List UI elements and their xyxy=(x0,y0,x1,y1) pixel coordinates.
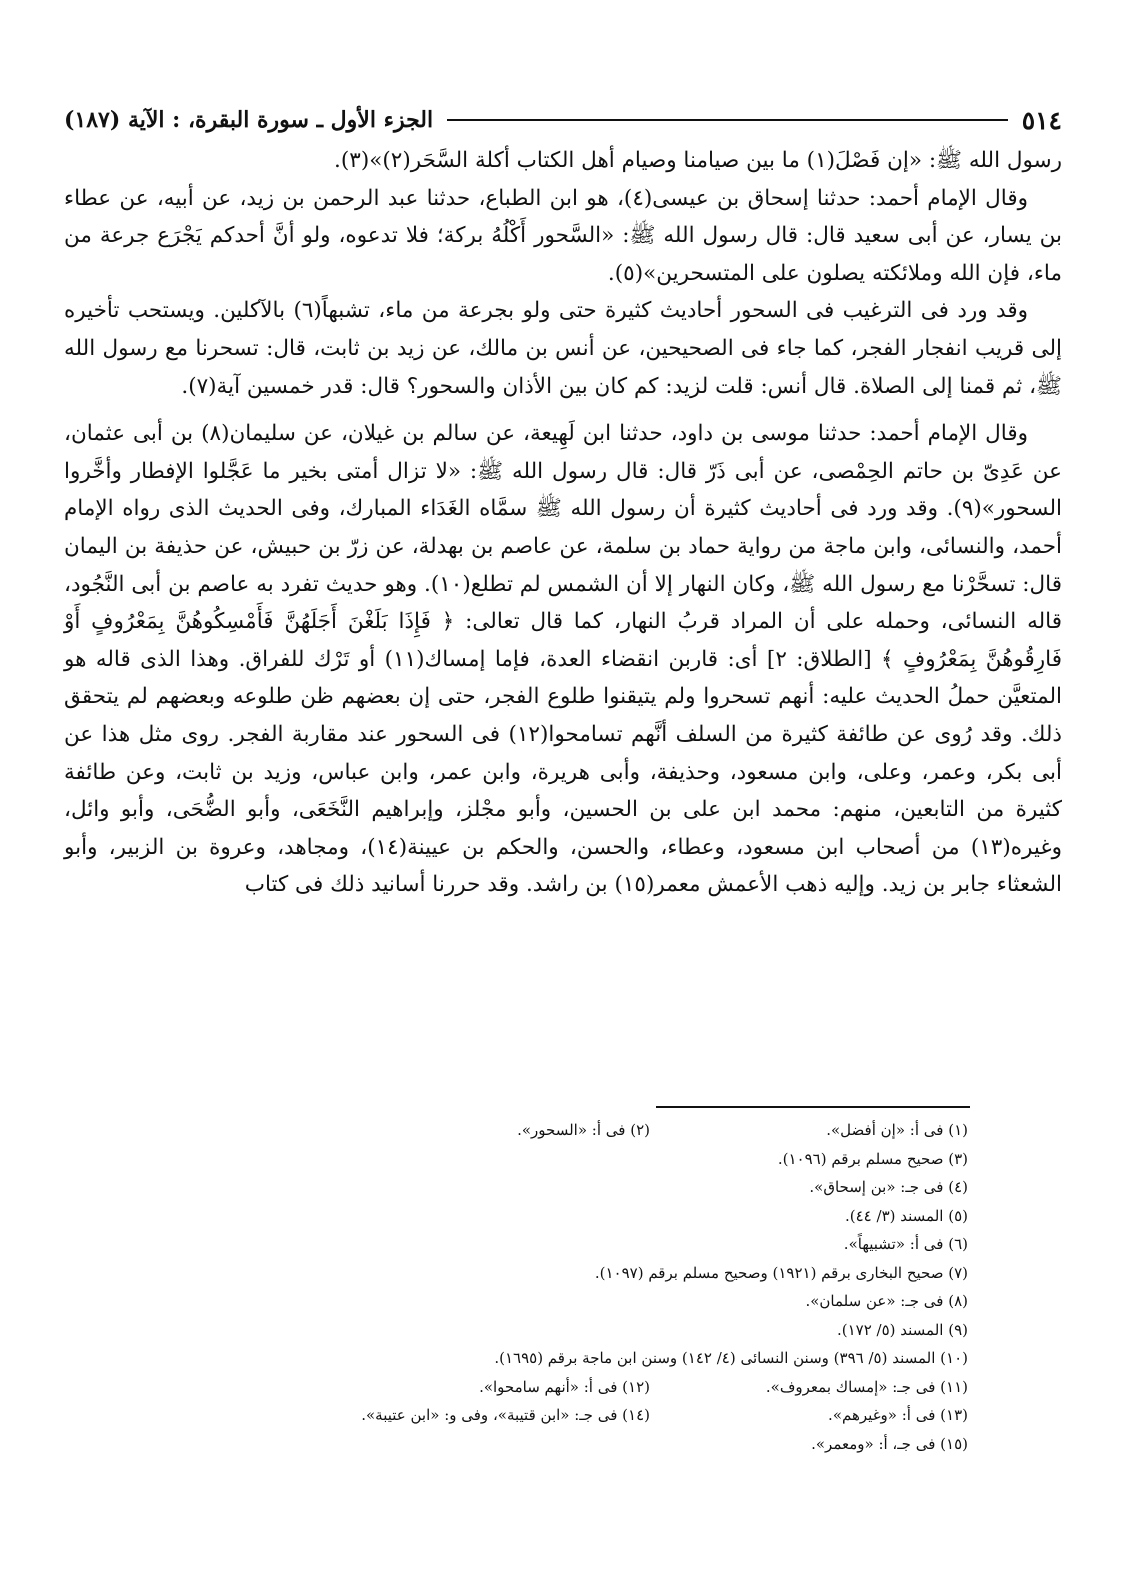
footnote: (٧) صحيح البخارى برقم (١٩٢١) وصحيح مسلم برقم (١٠٩٧). xyxy=(594,1263,968,1282)
footnote: (٦) فى أ: «تشبيهاً». xyxy=(843,1235,968,1253)
footnote-row xyxy=(208,1173,968,1202)
footnote-row xyxy=(208,1145,968,1174)
paragraph: وقد ورد فى الترغيب فى السحور أحاديث كثيرة حتى ولو بجرعة من ماء، تشبهاً(٦) بالآكلين. ويستحب تأخيره إلى قريب انفجار الفجر، كما جاء فى الصحيحين، عن أنس بن مالك، عن زيد بن ثابت، قال: تسحرنا مع رسول الله ﷺ، ثم قمنا إلى الصلاة. قال أنس: قلت لزيد: كم كان بين الأذان والسحور؟ قال: قدر خمسين آية(٧). xyxy=(64,298,1062,399)
footnote-separator xyxy=(656,1106,970,1108)
footnote: (٩) المسند (٥/ ١٧٢). xyxy=(836,1320,968,1339)
footnote: (١٣) فى أ: «وغيرهم». xyxy=(828,1406,968,1424)
footnote-row xyxy=(208,1430,968,1459)
footnote: (٢) فى أ: «السحور». xyxy=(517,1121,650,1139)
footnote: (١٥) فى جـ، أ: «ومعمر». xyxy=(811,1434,968,1453)
footnote: (١٠) المسند (٥/ ٣٩٦) وسنن النسائى (٤/ ١٤٢) وسنن ابن ماجة برقم (١٦٩٥). xyxy=(494,1349,968,1367)
footnote: (٥) المسند (٣/ ٤٤). xyxy=(845,1206,968,1225)
footnote: (١٤) فى جـ: «ابن قتيبة»، وفى و: «ابن عتيبة». xyxy=(361,1406,650,1424)
footnote-row xyxy=(208,1344,968,1373)
footnotes xyxy=(208,1116,968,1458)
footnote-row xyxy=(208,1316,968,1345)
footnote: (١) فى أ: «إن أفضل». xyxy=(826,1121,968,1139)
running-title: الجزء الأول ـ سورة البقرة، : الآية (١٨٧) xyxy=(64,107,434,133)
running-header xyxy=(64,100,1062,140)
footnote: (١١) فى جـ: «إمساك بمعروف». xyxy=(765,1377,968,1396)
main-text xyxy=(64,142,1062,904)
paragraph: وقال الإمام أحمد: حدثنا إسحاق بن عيسى(٤)، هو ابن الطباع، حدثنا عبد الرحمن بن زيد، عن أبيه، عن عطاء بن يسار، عن أبى سعيد قال: قال رسول الله ﷺ: «السَّحور أَكْلُهُ بركة؛ فلا تدعوه، ولو أنَّ أحدكم يَجْرَع جرعة من ماء، فإن الله وملائكته يصلون على المتسحرين»(٥). xyxy=(64,185,1062,286)
footnote-row xyxy=(208,1287,968,1316)
paragraph: وقال الإمام أحمد: حدثنا موسى بن داود، حدثنا ابن لَهِيعة، عن سالم بن غيلان، عن سليمان(٨) بن أبى عثمان، عن عَدِىّ بن حاتم الحِمْصى، عن أبى ذَرّ قال: قال رسول الله ﷺ: «لا تزال أمتى بخير ما عَجَّلوا الإفطار وأخَّروا السحور»(٩). وقد ورد فى أحاديث كثيرة أن رسول الله ﷺ سمَّاه الغَدَاء المبارك، وفى الحديث الذى رواه الإمام أحمد، والنسائى، وابن ماجة من رواية حماد بن سلمة، عن عاصم بن بهدلة، عن زرّ بن حبيش، عن حذيفة بن اليمان قال: تسحَّرْنا مع رسول الله ﷺ، وكان النهار إلا أن الشمس لم تطلع(١٠). وهو حديث تفرد به عاصم بن أبى النَّجُود، قاله النسائى، وحمله على أن المراد قربُ النهار، كما قال تعالى: ﴿ فَإِذَا بَلَغْنَ أَجَلَهُنَّ فَأَمْسِكُوهُنَّ بِمَعْرُوفٍ أَوْ فَارِقُوهُنَّ بِمَعْرُوفٍ ﴾ [الطلاق: ٢] أى: قاربن انقضاء العدة، فإما إمساك(١١) أو تَرْك للفراق. وهذا الذى قاله هو المتعيَّن حملُ الحديث عليه: أنهم تسحروا ولم يتيقنوا طلوع الفجر، حتى إن بعضهم ظن طلوعه وبعضهم لم يتحقق ذلك. وقد رُوى عن طائفة كثيرة من السلف أنَّهم تسامحوا(١٢) فى السحور عند مقاربة الفجر. روى مثل هذا عن أبى بكر، وعمر، وعلى، وابن مسعود، وحذيفة، وأبى هريرة، وابن عمر، وابن عباس، وزيد بن ثابت، وعن طائفة كثيرة من التابعين، منهم: محمد ابن على بن الحسين، وأبو مجْلز، وإبراهيم النَّخَعَى، وأبو الضُّحَى، وأبو وائل، وغيره(١٣) من أصحاب ابن مسعود، وعطاء، والحسن، والحكم بن عيينة(١٤)، ومجاهد، وعروة بن الزبير، وأبو الشعثاء جابر بن زيد. وإليه ذهب الأعمش معمر(١٥) بن راشد. وقد حررنا أسانيد ذلك فى كتاب xyxy=(64,421,1063,898)
footnote-row xyxy=(208,1116,968,1145)
header-rule xyxy=(447,119,1008,121)
paragraph: رسول الله ﷺ: «إن فَصْلَ(١) ما بين صيامنا وصيام أهل الكتاب أكلة السَّحَر(٢)»(٣). xyxy=(334,148,1062,173)
footnote-row xyxy=(208,1202,968,1231)
page-number: ٥١٤ xyxy=(1021,105,1062,135)
footnote-row xyxy=(208,1373,968,1402)
footnote: (٤) فى جـ: «بن إسحاق». xyxy=(809,1178,968,1196)
footnote: (٣) صحيح مسلم برقم (١٠٩٦). xyxy=(777,1149,968,1168)
footnote: (٨) فى جـ: «عن سلمان». xyxy=(805,1292,968,1310)
footnote-row xyxy=(208,1401,968,1430)
footnote-row xyxy=(208,1230,968,1259)
footnote-row xyxy=(208,1259,968,1288)
footnote: (١٢) فى أ: «أنهم سامحوا». xyxy=(479,1377,650,1396)
